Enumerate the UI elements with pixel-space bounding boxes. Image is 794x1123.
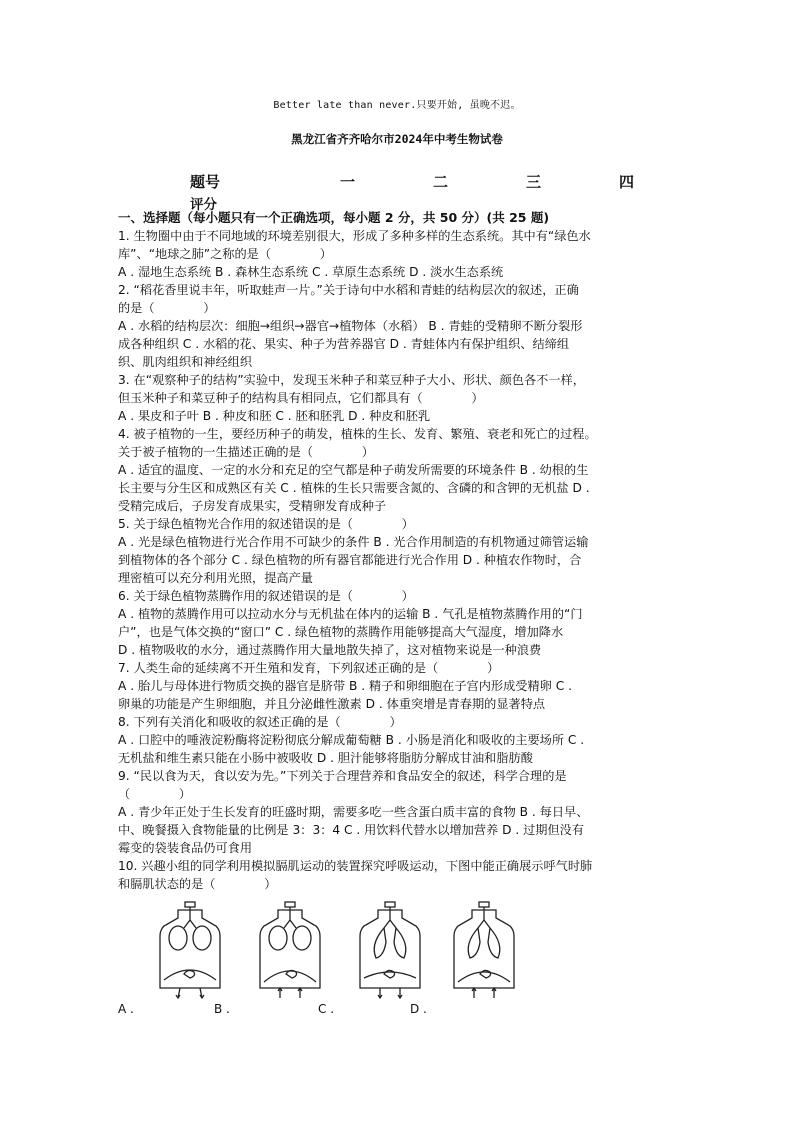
text-line: 9. “民以食为天，食以安为先。”下列关于合理营养和食品安全的叙述，科学合理的是	[118, 769, 567, 783]
text-line: A . 植物的蒸腾作用可以拉动水分与无机盐在体内的运输 B . 气孔是植物蒸腾作用的“门	[118, 607, 583, 621]
text-line: 中、晚餐摄入食物能量的比例是 3：3：4 C . 用饮料代替水以增加营养 D . 过期但没有	[118, 823, 585, 837]
option-label-c: C .	[318, 1002, 335, 1016]
bell-jar-figure-b	[250, 900, 330, 1000]
lung-diagram-figures	[118, 900, 678, 1020]
text-line: A . 湿地生态系统 B . 森林生态系统 C . 草原生态系统 D . 淡水生态系统	[118, 265, 504, 279]
text-line: 3. 在“观察种子的结构”实验中，发现玉米种子和菜豆种子大小、形状、颜色各不一样，	[118, 373, 585, 387]
bell-jar-figure-a	[150, 900, 230, 1000]
text-line: 4. 被子植物的一生，要经历种子的萌发，植株的生长、发育、繁殖、衰老和死亡的过程。	[118, 427, 597, 441]
text-line: 但玉米种子和菜豆种子的结构具有相同点，它们都具有（ ）	[118, 391, 484, 405]
question-content	[118, 209, 678, 893]
text-line: A . 胎儿与母体进行物质交换的器官是脐带 B . 精子和卵细胞在子宫内形成受精卵 C .	[118, 679, 572, 693]
text-line: 织、肌肉组织和神经组织	[118, 355, 253, 369]
text-line: 8. 下列有关消化和吸收的叙述正确的是（ ）	[118, 715, 402, 729]
text-line: 卵巢的功能是产生卵细胞，并且分泌雌性激素 D . 体重突增是青春期的显著特点	[118, 697, 546, 711]
text-line: 的是（ ）	[118, 301, 216, 315]
score-col-2: 二	[433, 172, 449, 191]
score-header-row	[190, 170, 650, 192]
text-line: A . 口腔中的唾液淀粉酶将淀粉彻底分解成葡萄糖 B . 小肠是消化和吸收的主要场所 C .	[118, 733, 585, 747]
question-lines	[118, 227, 678, 893]
text-line: 到植物体的各个部分 C . 绿色植物的所有器官都能进行光合作用 D . 种植农作物时，合	[118, 553, 582, 567]
bell-jar-figure-c	[350, 900, 430, 1000]
text-line: 10. 兴趣小组的同学利用模拟膈肌运动的装置探究呼吸运动，下图中能正确展示呼气时肺	[118, 859, 593, 873]
bell-jar-figure-d	[444, 900, 524, 1000]
text-line: 7. 人类生命的延续离不开生殖和发育，下列叙述正确的是（ ）	[118, 661, 500, 675]
score-col-1: 一	[340, 172, 356, 191]
text-line: A . 青少年正处于生长发育的旺盛时期，需要多吃一些含蛋白质丰富的食物 B . 每日早、	[118, 805, 589, 819]
text-line: 无机盐和维生素只能在小肠中被吸收 D . 胆汁能够将脂肪分解成甘油和脂肪酸	[118, 751, 533, 765]
text-line: 户”，也是气体交换的“窗口” C . 绿色植物的蒸腾作用能够提高大气湿度，增加降水	[118, 625, 564, 639]
text-line: D . 植物吸收的水分，通过蒸腾作用大量地散失掉了，这对植物来说是一种浪费	[118, 643, 542, 657]
text-line: A . 光是绿色植物进行光合作用不可缺少的条件 B . 光合作用制造的有机物通过筛管运输	[118, 535, 589, 549]
page-motto: Better late than never.只要开始, 虽晚不迟。	[273, 100, 521, 111]
text-line: 霉变的袋装食品仍可食用	[118, 841, 253, 855]
text-line: 关于被子植物的一生描述正确的是（ ）	[118, 445, 374, 459]
text-line: 和膈肌状态的是（ ）	[118, 877, 277, 891]
text-line: 6. 关于绿色植物蒸腾作用的叙述错误的是（ ）	[118, 589, 414, 603]
option-label-a: A .	[118, 1002, 134, 1016]
text-line: 库”、“地球之肺”之称的是（ ）	[118, 247, 332, 261]
option-label-b: B .	[214, 1002, 230, 1016]
score-col-4: 四	[619, 172, 635, 191]
question-number-label: 题号	[190, 172, 221, 191]
text-line: A . 适宜的温度、一定的水分和充足的空气都是种子萌发所需要的环境条件 B . 幼根的生	[118, 463, 589, 477]
score-table	[190, 170, 650, 214]
text-line: 成各种组织 C . 水稻的花、果实、种子为营养器官 D . 青蛙体内有保护组织、结缔组	[118, 337, 570, 351]
text-line: A . 水稻的结构层次：细胞→组织→器官→植物体（水稻） B . 青蛙的受精卵不断分裂形	[118, 319, 583, 333]
section-title: 一、选择题（每小题只有一个正确选项，每小题 2 分，共 50 分）(共 25 题)	[118, 210, 550, 225]
score-label: 评分	[190, 197, 217, 213]
option-label-d: D .	[410, 1002, 427, 1016]
page-title: 黑龙江省齐齐哈尔市2024年中考生物试卷	[291, 132, 503, 146]
text-line: （ ）	[118, 787, 192, 801]
text-line: 受精完成后，子房发育成果实，受精卵发育成种子	[118, 499, 387, 513]
text-line: A . 果皮和子叶 B . 种皮和胚 C . 胚和胚乳 D . 种皮和胚乳	[118, 409, 431, 423]
text-line: 长主要与分生区和成熟区有关 C . 植株的生长只需要含氮的、含磷的和含钾的无机盐 D .	[118, 481, 590, 495]
text-line: 2. “稻花香里说丰年，听取蛙声一片。”关于诗句中水稻和青蛙的结构层次的叙述，正确	[118, 283, 579, 297]
score-col-3: 三	[526, 172, 542, 191]
text-line: 5. 关于绿色植物光合作用的叙述错误的是（ ）	[118, 517, 414, 531]
text-line: 理密植可以充分利用光照，提高产量	[118, 571, 313, 585]
text-line: 1. 生物圈中由于不同地域的环境差别很大，形成了多种多样的生态系统。其中有“绿色水	[118, 229, 591, 243]
